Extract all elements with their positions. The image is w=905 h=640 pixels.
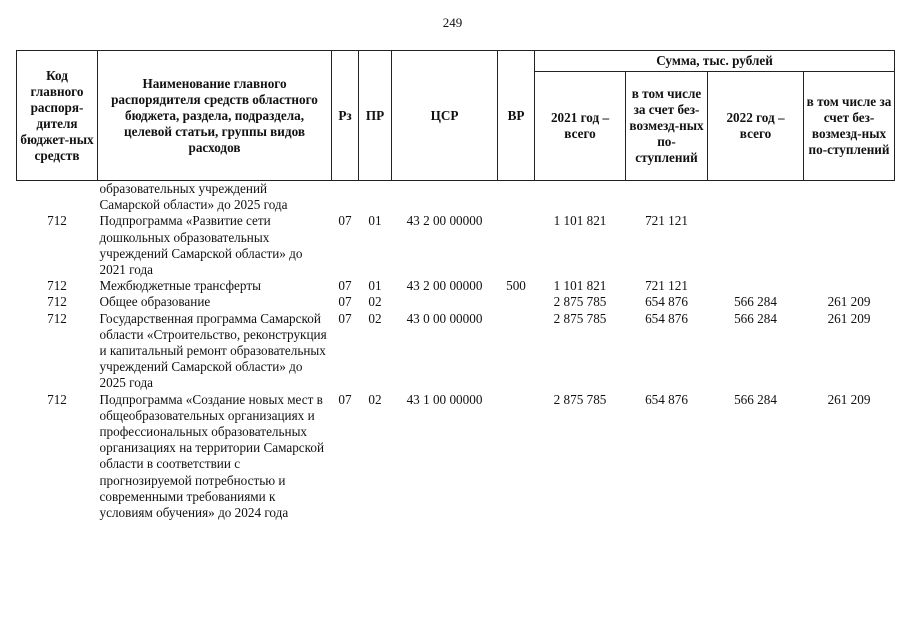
header-sum: Сумма, тыс. рублей: [535, 51, 895, 72]
cell-vr: 500: [506, 278, 526, 294]
header-code: Код главного распоря-дителя бюджет-ных средств: [17, 51, 98, 181]
cell-pr: 01: [368, 278, 382, 294]
cell-name: Подпрограмма «Развитие сети дошкольных образовательных учреждений Самарской области» до 2021 года: [99, 213, 303, 278]
header-2021-grants: в том числе за счет без-возмезд-ных по-ступлений: [626, 72, 708, 181]
cell-2022-grants: [804, 181, 895, 214]
table-row: [17, 278, 895, 294]
cell-2022-grants: [804, 213, 895, 278]
header-vr: ВР: [498, 51, 535, 181]
cell-2021-total: 1 101 821: [553, 278, 607, 294]
header-2021-total: 2021 год – всего: [535, 72, 626, 181]
table-header: [17, 51, 895, 181]
cell-2021-grants: 654 876: [645, 391, 688, 407]
cell-name: Межбюджетные трансферты: [99, 278, 261, 294]
header-name: Наименование главного распорядителя средств областного бюджета, раздела, подраздела, целевой статьи, группы видов расходов: [98, 51, 332, 181]
cell-2022-total: 566 284: [734, 294, 777, 310]
header-rz: Рз: [332, 51, 359, 181]
cell-csr: 43 2 00 00000: [406, 213, 483, 229]
cell-csr: 43 0 00 00000: [406, 310, 483, 326]
cell-2022-total: [708, 181, 804, 214]
cell-code: 712: [47, 294, 67, 310]
cell-pr: 01: [368, 213, 382, 229]
cell-name: образовательных учреждений Самарской области» до 2025 года: [99, 181, 288, 213]
cell-2021-grants: 721 121: [645, 213, 688, 229]
cell-code: 712: [47, 391, 67, 407]
header-pr: ПР: [359, 51, 392, 181]
cell-2021-total: 2 875 785: [553, 310, 607, 326]
table-row: [17, 213, 895, 278]
cell-vr: [498, 392, 535, 522]
cell-2022-grants: 261 209: [827, 310, 871, 326]
cell-code: 712: [47, 278, 67, 294]
cell-2021-total: 1 101 821: [553, 213, 607, 229]
cell-pr: 02: [368, 310, 382, 326]
table-row: [17, 181, 895, 214]
cell-2021-grants: [626, 181, 708, 214]
cell-2021-total: 2 875 785: [553, 391, 607, 407]
cell-name: Общее образование: [99, 294, 211, 310]
cell-rz: 07: [338, 294, 352, 310]
cell-pr: 02: [368, 294, 382, 310]
cell-2022-total: [708, 213, 804, 278]
cell-code: 712: [47, 310, 67, 326]
cell-2021-grants: 654 876: [645, 294, 688, 310]
cell-2021-grants: 721 121: [645, 278, 688, 294]
cell-csr: 43 1 00 00000: [406, 391, 483, 407]
header-csr: ЦСР: [392, 51, 498, 181]
cell-vr: [498, 311, 535, 392]
cell-rz: 07: [338, 391, 352, 407]
cell-pr: 02: [368, 391, 382, 407]
page-number: 249: [442, 15, 463, 30]
cell-2022-total: 566 284: [734, 310, 777, 326]
cell-name: Государственная программа Самарской области «Строительство, реконструкция и капитальный ремонт образовательных учреждений Самарской области» до 2025 года: [99, 310, 327, 391]
cell-2022-grants: [804, 278, 895, 294]
table-row: [17, 294, 895, 310]
cell-rz: 07: [338, 310, 352, 326]
cell-2022-total: [708, 278, 804, 294]
cell-2021-total: [535, 181, 626, 214]
cell-vr: [498, 213, 535, 278]
header-2022-total: 2022 год – всего: [708, 72, 804, 181]
cell-2022-total: 566 284: [734, 391, 777, 407]
cell-2022-grants: 261 209: [827, 391, 871, 407]
cell-pr: [359, 181, 392, 214]
cell-vr: [498, 181, 535, 214]
header-2022-grants: в том числе за счет без-возмезд-ных по-ступлений: [804, 72, 895, 181]
cell-2021-grants: 654 876: [645, 310, 688, 326]
cell-vr: [498, 294, 535, 310]
cell-csr: [392, 294, 498, 310]
table-row: [17, 311, 895, 392]
cell-code: 712: [47, 213, 67, 229]
budget-table: [16, 50, 895, 521]
cell-2021-total: 2 875 785: [553, 294, 607, 310]
cell-rz: 07: [338, 213, 352, 229]
cell-rz: 07: [338, 278, 352, 294]
cell-csr: 43 2 00 00000: [406, 278, 483, 294]
cell-csr: [392, 181, 498, 214]
table-body: [17, 181, 895, 522]
cell-code: [17, 181, 98, 214]
table-row: [17, 392, 895, 522]
cell-name: Подпрограмма «Создание новых мест в общеобразовательных организациях и профессиональных образовательных организациях на территории Самарской области в соответствии с прогнозируемой потребностью и современными требованиями к условиям обучения» до 2024 года: [99, 391, 325, 521]
cell-2022-grants: 261 209: [827, 294, 871, 310]
cell-rz: [332, 181, 359, 214]
